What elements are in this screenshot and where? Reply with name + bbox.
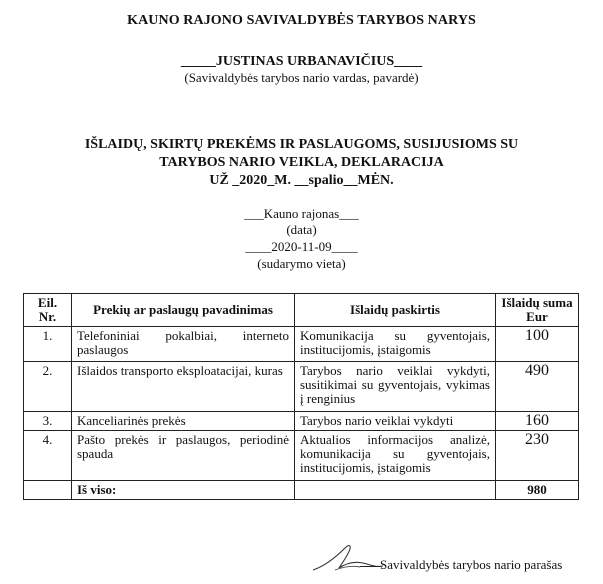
member-caption: (Savivaldybės tarybos nario vardas, pavardė) xyxy=(184,70,419,85)
row-amount: 160 xyxy=(496,412,579,431)
table-row xyxy=(24,431,579,481)
declaration-title-line-1: IŠLAIDŲ, SKIRTŲ PREKĖMS IR PASLAUGOMS, SUSIJUSIOMS SU xyxy=(84,137,519,152)
header-no: Eil. Nr. xyxy=(24,294,72,327)
row-purpose: Tarybos nario veiklai vykdyti xyxy=(295,412,496,431)
header-amount: Išlaidų suma Eur xyxy=(496,294,579,327)
row-purpose: Aktualios informacijos analizė, komunikacija su gyventojais, institucijomis, įstaigomis xyxy=(295,431,496,481)
member-name: _____JUSTINAS URBANAVIČIUS____ xyxy=(180,54,423,69)
date-value: ____2020-11-09____ xyxy=(245,239,358,254)
document-title: KAUNO RAJONO SAVIVALDYBĖS TARYBOS NARYS xyxy=(127,13,476,28)
row-no: 3. xyxy=(24,412,72,431)
row-purpose: Tarybos nario veiklai vykdyti, susitikimai su gyventojais, vykimas į renginius xyxy=(295,362,496,412)
declaration-title-line-2: TARYBOS NARIO VEIKLA, DEKLARACIJA xyxy=(159,155,444,170)
place-value: ___Kauno rajonas___ xyxy=(244,206,359,221)
row-name: Išlaidos transporto eksploatacijai, kuras xyxy=(72,362,295,412)
total-empty-cell xyxy=(295,481,496,500)
total-row xyxy=(24,481,579,500)
date-caption: (sudarymo vieta) xyxy=(257,256,346,271)
row-no: 4. xyxy=(24,431,72,481)
row-name: Telefoniniai pokalbiai, interneto paslaugos xyxy=(72,327,295,362)
row-purpose: Komunikacija su gyventojais, institucijomis, įstaigomis xyxy=(295,327,496,362)
table-row xyxy=(24,327,579,362)
total-label: Iš viso: xyxy=(72,481,295,500)
handwritten-signature xyxy=(305,540,385,574)
table-header-row xyxy=(24,294,579,327)
table-row xyxy=(24,362,579,412)
row-amount: 100 xyxy=(496,327,579,362)
row-amount: 490 xyxy=(496,362,579,412)
total-amount: 980 xyxy=(496,481,579,500)
expenses-table xyxy=(23,293,579,500)
total-empty-cell xyxy=(24,481,72,500)
row-name: Pašto prekės ir paslaugos, periodinė spauda xyxy=(72,431,295,481)
signature-label: Savivaldybės tarybos nario parašas xyxy=(380,557,563,572)
row-name: Kanceliarinės prekės xyxy=(72,412,295,431)
place-caption: (data) xyxy=(286,222,317,237)
row-no: 2. xyxy=(24,362,72,412)
table-row xyxy=(24,412,579,431)
signature-line xyxy=(360,566,380,567)
row-no: 1. xyxy=(24,327,72,362)
row-amount: 230 xyxy=(496,431,579,481)
header-name: Prekių ar paslaugų pavadinimas xyxy=(72,294,295,327)
declaration-period: UŽ _2020_M. __spalio__MĖN. xyxy=(209,173,394,188)
header-purpose: Išlaidų paskirtis xyxy=(295,294,496,327)
